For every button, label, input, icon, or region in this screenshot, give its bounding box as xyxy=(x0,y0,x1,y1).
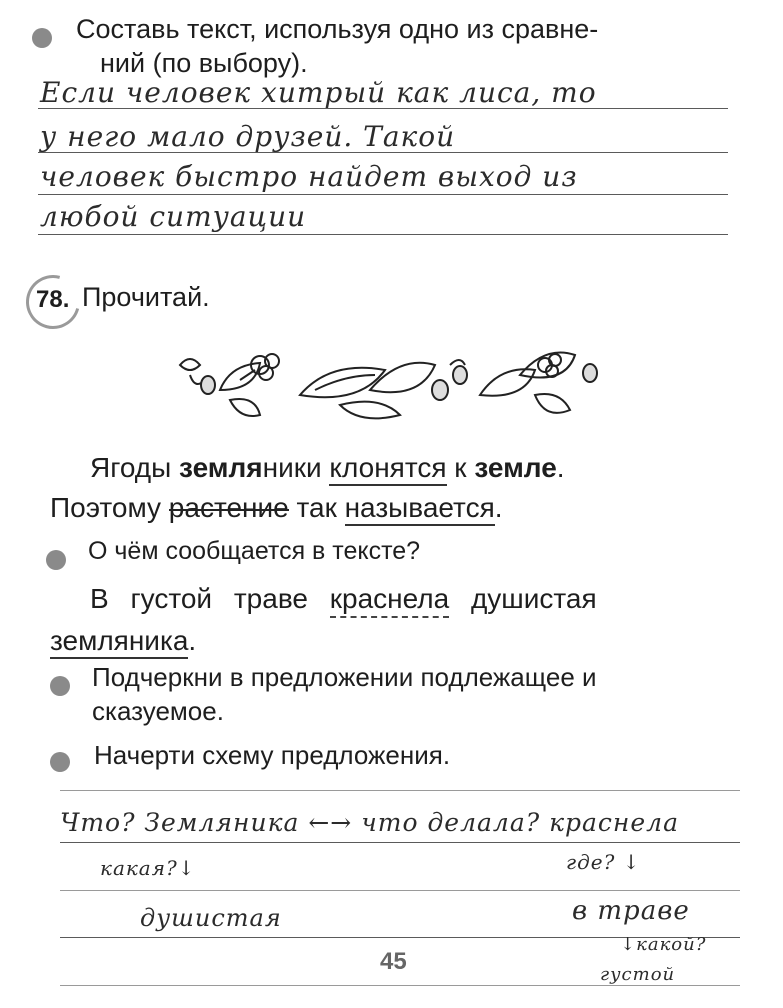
word: В густой траве xyxy=(90,583,330,614)
writing-line xyxy=(60,890,740,891)
bold-word: земля xyxy=(179,452,263,483)
task-underline xyxy=(92,660,597,728)
task-line: Подчеркни в предложении подлежащее и xyxy=(92,662,597,692)
underlined-word: называется xyxy=(345,492,495,526)
bullet-marker xyxy=(32,28,52,48)
handwritten-answer-line: Если человек хитрый как лиса, то xyxy=(40,76,597,109)
scheme-note: где? ↓ xyxy=(566,850,641,874)
task-line: сказуемое. xyxy=(92,696,224,726)
punct: . xyxy=(494,492,503,523)
strawberry-illustration xyxy=(160,335,610,425)
scheme-note: густой xyxy=(600,964,676,985)
word: Ягоды xyxy=(90,452,180,483)
exercise-title: Прочитай. xyxy=(82,282,210,312)
struck-word: растение xyxy=(168,492,289,523)
task-draw-scheme: Начерти схему предложения. xyxy=(94,740,451,770)
handwritten-answer-line: человек быстро найдет выход из xyxy=(40,160,578,193)
subject-word: земляника xyxy=(50,625,188,659)
writing-line xyxy=(60,842,740,843)
instruction-line: Составь текст, используя одно из сравне- xyxy=(76,14,599,44)
instruction-compose-text xyxy=(76,12,598,80)
instruction-line: ний (по выбору). xyxy=(100,48,308,78)
bullet-marker xyxy=(50,752,70,772)
handwritten-answer-line: у него мало друзей. Такой xyxy=(40,120,456,153)
scheme-note: какая?↓ xyxy=(100,856,196,880)
text-line-1 xyxy=(50,448,750,488)
sentence-line-1 xyxy=(50,578,740,620)
scheme-note: ↓какой? xyxy=(620,934,707,955)
writing-line xyxy=(60,790,740,791)
word: душистая xyxy=(449,583,597,614)
word: Поэтому xyxy=(50,492,169,523)
word: ники xyxy=(262,452,330,483)
writing-line xyxy=(38,234,728,235)
word: к xyxy=(446,452,475,483)
writing-line xyxy=(60,985,740,986)
handwritten-answer-line: любой ситуации xyxy=(40,200,307,233)
text-line-2 xyxy=(50,488,750,528)
bold-word: земле xyxy=(474,452,557,483)
underlined-word: клонятся xyxy=(329,452,446,486)
word: так xyxy=(288,492,345,523)
sentence-line-2 xyxy=(50,620,740,662)
scheme-word: душистая xyxy=(140,904,282,932)
bullet-marker xyxy=(46,550,66,570)
page-number: 45 xyxy=(380,948,407,975)
writing-line xyxy=(38,194,728,195)
bullet-marker xyxy=(50,676,70,696)
predicate-word: краснела xyxy=(330,583,449,618)
punct: . xyxy=(188,625,197,656)
example-sentence xyxy=(50,578,740,662)
punct: . xyxy=(556,452,565,483)
exercise-number: 78. xyxy=(36,286,70,313)
scheme-row: Что? Земляника ←→ что делала? краснела xyxy=(60,808,680,837)
scheme-word: в траве xyxy=(572,896,690,926)
reading-text xyxy=(50,448,750,528)
question-text: О чём сообщается в тексте? xyxy=(88,537,421,565)
